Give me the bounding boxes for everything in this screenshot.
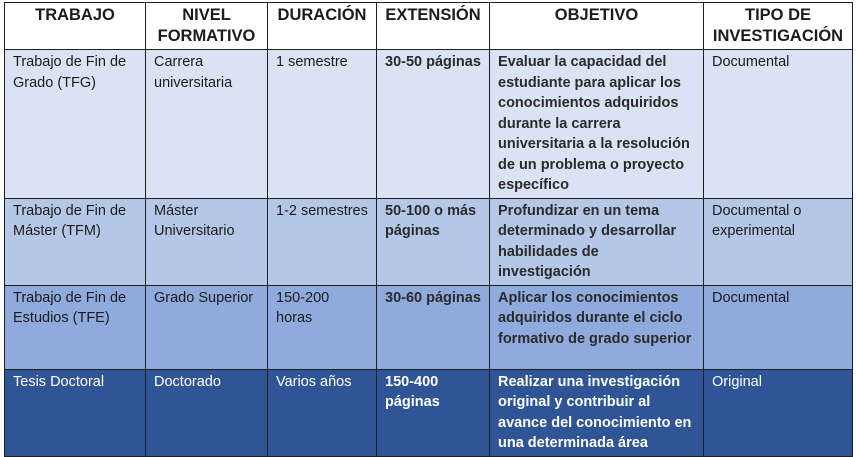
comparison-table — [4, 2, 853, 457]
cell-trabajo: Trabajo de Fin de Estudios (TFE) — [5, 285, 146, 369]
cell-tipo: Original — [704, 369, 853, 456]
header-extension: EXTENSIÓN — [377, 3, 490, 50]
header-trabajo: TRABAJO — [5, 3, 146, 50]
cell-trabajo: Tesis Doctoral — [5, 369, 146, 456]
header-objetivo: OBJETIVO — [490, 3, 704, 50]
comparison-table-container — [4, 2, 852, 457]
cell-trabajo: Trabajo de Fin de Grado (TFG) — [5, 50, 146, 199]
cell-tipo: Documental o experimental — [704, 198, 853, 285]
cell-duracion: 150-200 horas — [268, 285, 377, 369]
cell-extension: 30-60 páginas — [377, 285, 490, 369]
table-row-tfm — [5, 198, 853, 285]
header-duracion: DURACIÓN — [268, 3, 377, 50]
cell-objetivo: Realizar una investigación original y contribuir al avance del conocimiento en una determinada área — [490, 369, 704, 456]
cell-nivel: Máster Universitario — [146, 198, 268, 285]
table-row-tfg — [5, 50, 853, 199]
header-tipo-investigacion: TIPO DE INVESTIGACIÓN — [704, 3, 853, 50]
cell-nivel: Carrera universitaria — [146, 50, 268, 199]
cell-trabajo: Trabajo de Fin de Máster (TFM) — [5, 198, 146, 285]
cell-extension: 150-400 páginas — [377, 369, 490, 456]
cell-objetivo: Profundizar en un tema determinado y desarrollar habilidades de investigación — [490, 198, 704, 285]
cell-tipo: Documental — [704, 285, 853, 369]
header-row — [5, 3, 853, 50]
cell-duracion: 1 semestre — [268, 50, 377, 199]
cell-extension: 50-100 o más páginas — [377, 198, 490, 285]
cell-nivel: Doctorado — [146, 369, 268, 456]
cell-extension: 30-50 páginas — [377, 50, 490, 199]
cell-nivel: Grado Superior — [146, 285, 268, 369]
cell-duracion: 1-2 semestres — [268, 198, 377, 285]
cell-tipo: Documental — [704, 50, 853, 199]
cell-duracion: Varios años — [268, 369, 377, 456]
cell-objetivo: Aplicar los conocimientos adquiridos durante el ciclo formativo de grado superior — [490, 285, 704, 369]
table-row-tesis — [5, 369, 853, 456]
header-nivel-formativo: NIVEL FORMATIVO — [146, 3, 268, 50]
cell-objetivo: Evaluar la capacidad del estudiante para aplicar los conocimientos adquiridos durante la carrera universitaria a la resolución de un problema o proyecto específico — [490, 50, 704, 199]
table-row-tfe — [5, 285, 853, 369]
